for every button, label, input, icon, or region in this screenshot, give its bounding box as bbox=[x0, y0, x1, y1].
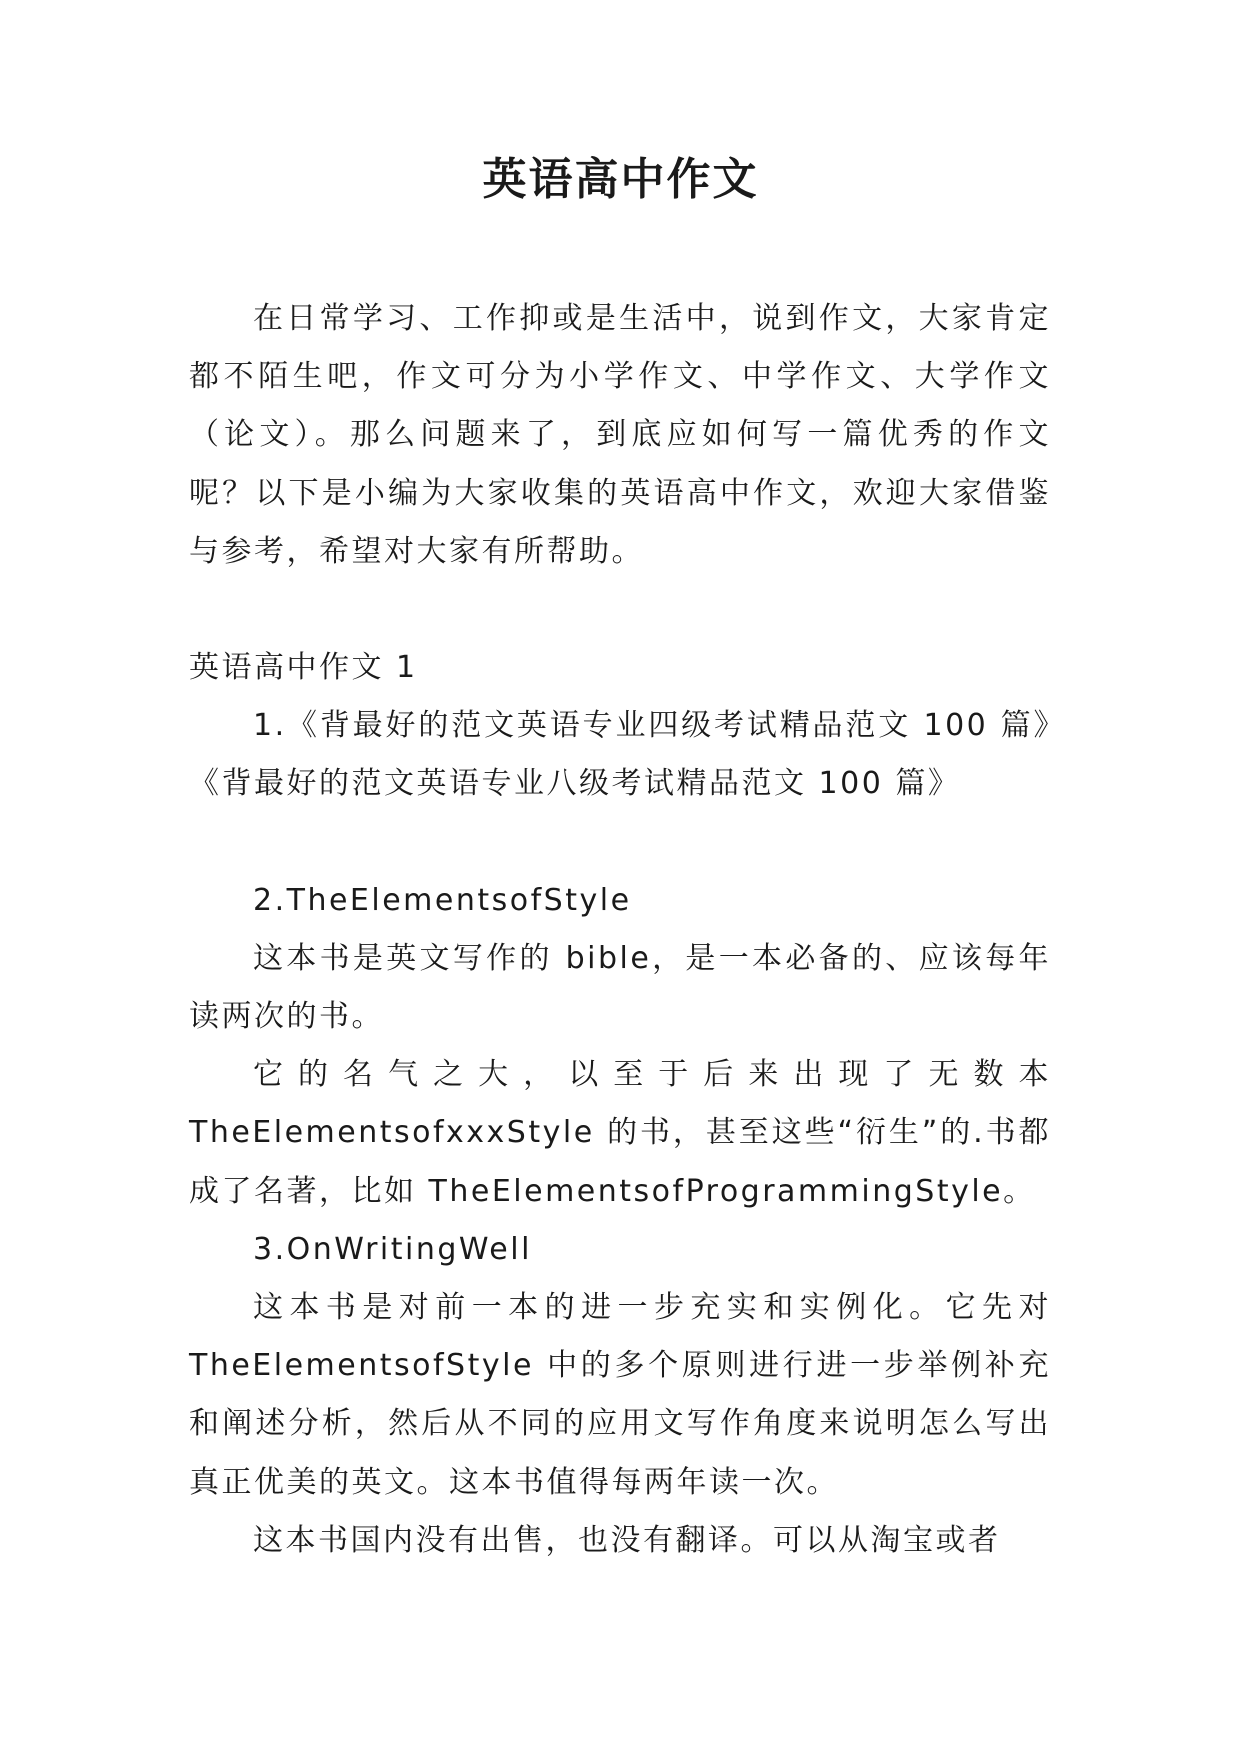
paragraph-spacer bbox=[189, 814, 1051, 872]
document-title: 英语高中作文 bbox=[482, 154, 759, 205]
section-heading: 英语高中作文 1 bbox=[189, 650, 418, 686]
item-2-paragraph-2: 它的名气之大，以至于后来出现了无数本 TheElementsofxxxStyle 的书，甚至这些“衍生”的.书都成了名著，比如 TheElementsofProgrammingStyle。 bbox=[189, 1057, 1051, 1209]
paragraph-spacer bbox=[189, 581, 1051, 639]
item-1-paragraph: 1.《背最好的范文英语专业四级考试精品范文 100 篇》《背最好的范文英语专业八级考试精品范文 100 篇》 bbox=[189, 708, 1051, 802]
item-3-title: 3.OnWritingWell bbox=[253, 1231, 532, 1267]
item-3-paragraph-1: 这本书是对前一本的进一步充实和实例化。它先对 TheElementsofStyle 中的多个原则进行进一步举例补充和阐述分析，然后从不同的应用文写作角度来说明怎么写出真正优美的英文。这本书值得每两年读一次。 bbox=[189, 1290, 1051, 1500]
document-body bbox=[189, 290, 1051, 1570]
intro-paragraph: 在日常学习、工作抑或是生活中，说到作文，大家肯定都不陌生吧，作文可分为小学作文、中学作文、大学作文（论文）。那么问题来了，到底应如何写一篇优秀的作文呢？以下是小编为大家收集的英语高中作文，欢迎大家借鉴与参考，希望对大家有所帮助。 bbox=[189, 301, 1051, 569]
item-3-paragraph-2: 这本书国内没有出售，也没有翻译。可以从淘宝或者 bbox=[253, 1522, 1001, 1558]
item-2-title: 2.TheElementsofStyle bbox=[253, 882, 632, 918]
item-2-paragraph-1: 这本书是英文写作的 bible，是一本必备的、应该每年读两次的书。 bbox=[189, 940, 1051, 1035]
